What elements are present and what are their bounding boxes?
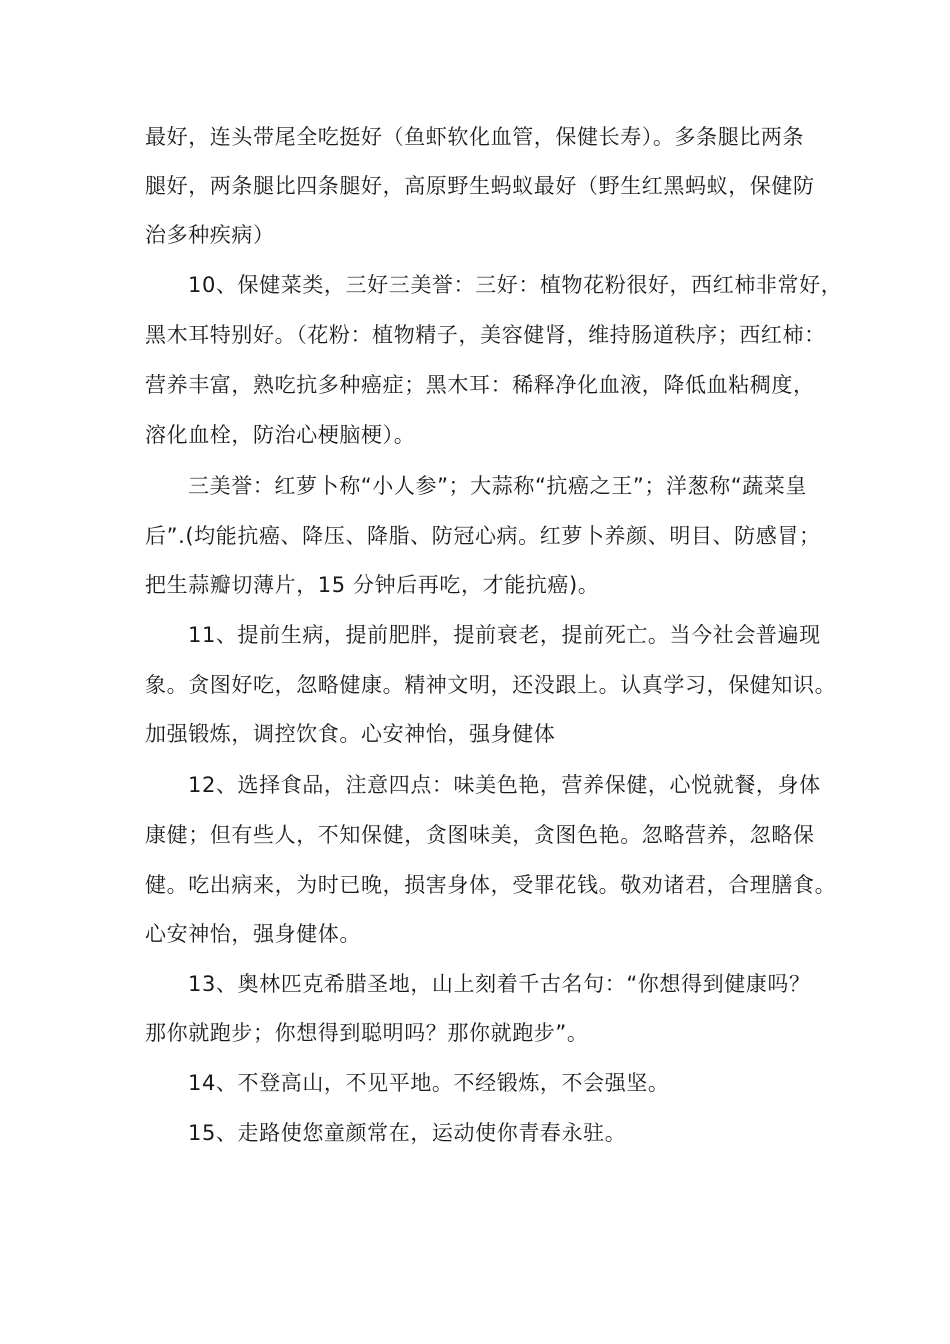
text-line: 后”.(均能抗癌、降压、降脂、防冠心病。红萝卜养颜、明目、防感冒；	[145, 524, 821, 548]
text-line: 10、保健菜类，三好三美誉：三好：植物花粉很好，西红柿非常好，	[188, 273, 843, 297]
text-line: 15、走路使您童颜常在，运动使你青春永驻。	[188, 1121, 627, 1145]
text-line: 营养丰富，熟吃抗多种癌症；黑木耳：稀释净化血液，降低血粘稠度，	[145, 373, 815, 397]
text-line: 11、提前生病，提前肥胖，提前衰老，提前死亡。当今社会普遍现	[188, 623, 821, 647]
text-line: 14、不登高山，不见平地。不经锻炼，不会强坚。	[188, 1071, 670, 1095]
text-line: 心安神怡，强身健体。	[145, 922, 361, 946]
text-line: 象。贪图好吃，忽略健康。精神文明，还没跟上。认真学习，保健知识。	[145, 673, 837, 697]
text-line: 健。吃出病来，为时已晚，损害身体，受罪花钱。敬劝诸君，合理膳食。	[145, 873, 837, 897]
text-line: 黑木耳特别好。（花粉：植物精子，美容健肾，维持肠道秩序；西红柿：	[145, 323, 826, 347]
text-line: 治多种疾病）	[145, 223, 275, 247]
text-line: 把生蒜瓣切薄片，15 分钟后再吃，才能抗癌)。	[145, 573, 600, 597]
text-line: 最好，连头带尾全吃挺好（鱼虾软化血管，保健长寿）。多条腿比两条	[145, 125, 805, 149]
text-line: 腿好，两条腿比四条腿好，高原野生蚂蚁最好（野生红黑蚂蚁，保健防	[145, 174, 815, 198]
text-line: 康健；但有些人，不知保健，贪图味美，贪图色艳。忽略营养，忽略保	[145, 823, 815, 847]
text-line: 那你就跑步；你想得到聪明吗？那你就跑步”。	[145, 1021, 589, 1045]
text-line: 三美誉：红萝卜称“小人参”；大蒜称“抗癌之王”；洋葱称“蔬菜皇	[188, 474, 807, 498]
text-line: 13、奥林匹克希腊圣地，山上刻着千古名句：“你想得到健康吗？	[188, 972, 811, 996]
text-line: 加强锻炼，调控饮食。心安神怡，强身健体	[145, 722, 556, 746]
text-line: 12、选择食品，注意四点：味美色艳，营养保健，心悦就餐，身体	[188, 773, 821, 797]
text-line: 溶化血栓，防治心梗脑梗）。	[145, 423, 416, 447]
